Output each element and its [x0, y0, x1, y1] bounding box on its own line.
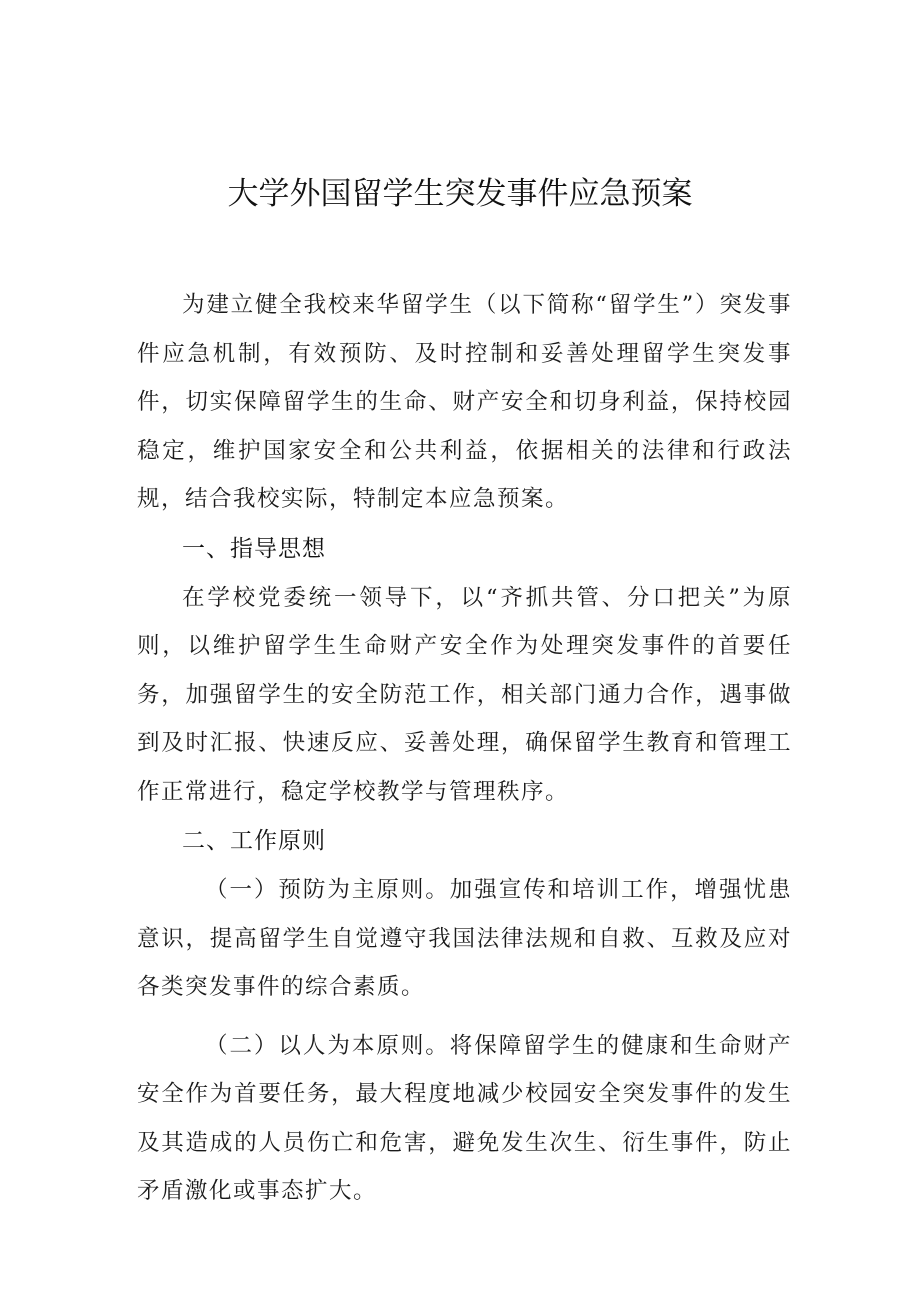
- intro-paragraph: 为建立健全我校来华留学生（以下简称“留学生”）突发事件应急机制，有效预防、及时控制和妥善处理留学生突发事件，切实保障留学生的生命、财产安全和切身利益，保持校园稳定，维护国家安全和公共利益，依据相关的法律和行政法规，结合我校实际，特制定本应急预案。: [137, 292, 792, 512]
- section-heading-guiding-ideology: 一、指导思想: [182, 535, 326, 562]
- document-title: 大学外国留学生突发事件应急预案: [227, 176, 693, 212]
- document-body: [137, 281, 792, 1216]
- principle-people-first-paragraph: （二）以人为本原则。将保障留学生的健康和生命财产安全作为首要任务，最大程度地减少校园安全突发事件的发生及其造成的人员伤亡和危害，避免发生次生、衍生事件，防止矛盾激化或事态扩大。: [137, 1032, 792, 1204]
- guiding-ideology-paragraph: 在学校党委统一领导下，以“齐抓共管、分口把关”为原则，以维护留学生生命财产安全作为处理突发事件的首要任务，加强留学生的安全防范工作，相关部门通力合作，遇事做到及时汇报、快速反应、妥善处理，确保留学生教育和管理工作正常进行，稳定学校教学与管理秩序。: [137, 584, 792, 805]
- section-heading-work-principles: 二、工作原则: [182, 828, 326, 854]
- principle-prevention-paragraph: （一）预防为主原则。加强宣传和培训工作，增强忧患意识，提高留学生自觉遵守我国法律法规和自救、互救及应对各类突发事件的综合素质。: [137, 877, 792, 1000]
- paragraph-spacer: [137, 1012, 792, 1022]
